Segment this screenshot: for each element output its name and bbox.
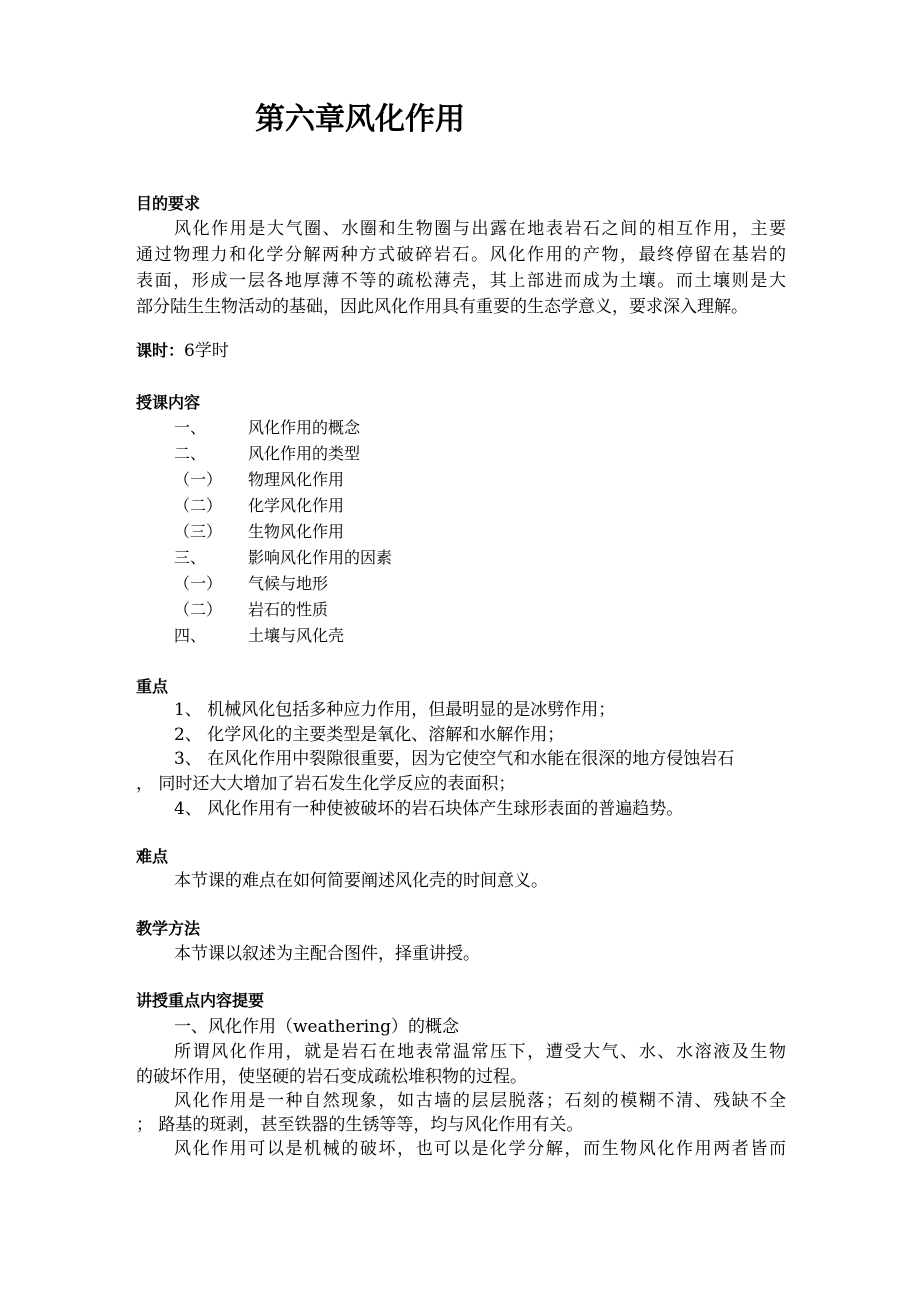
contents-item-text: 风化作用的类型 — [248, 444, 361, 463]
outline-line: ； 路基的斑剥，甚至铁器的生锈等等，均与风化作用有关。 — [136, 1115, 584, 1135]
key-point-line: 1、 机械风化包括多种应力作用，但最明显的是冰劈作用； — [174, 700, 616, 720]
contents-item-text: 物理风化作用 — [248, 470, 345, 489]
contents-item-number: （一） — [174, 574, 223, 593]
contents-item-number: （一） — [174, 470, 223, 489]
objectives-line: 部分陆生生物活动的基础，因此风化作用具有重要的生态学意义，要求深入理解。 — [136, 297, 748, 317]
contents-item-number: 四、 — [174, 626, 207, 645]
outline-line: 风化作用可以是机械的破坏，也可以是化学分解，而生物风化作用两者皆而 — [174, 1139, 786, 1159]
objectives-line: 表面，形成一层各地厚薄不等的疏松薄壳，其上部进而成为土壤。而土壤则是大 — [136, 271, 786, 291]
key-point-line: 4、 风化作用有一种使被破坏的岩石块体产生球形表面的普遍趋势。 — [174, 799, 684, 819]
page-title: 第六章风化作用 — [255, 102, 465, 137]
contents-item-text: 土壤与风化壳 — [248, 626, 345, 645]
contents-item-text: 风化作用的概念 — [248, 418, 361, 437]
contents-item-number: （三） — [174, 522, 223, 541]
outline-line: 风化作用是一种自然现象，如古墙的层层脱落；石刻的模糊不清、残缺不全 — [174, 1091, 786, 1111]
outline-heading: 讲授重点内容提要 — [136, 991, 265, 1010]
contents-item-text: 岩石的性质 — [248, 600, 329, 619]
outline-line: 的破坏作用，使坚硬的岩石变成疏松堆积物的过程。 — [136, 1067, 527, 1087]
contents-item-number: 一、 — [174, 418, 207, 437]
key-point-line: 2、 化学风化的主要类型是氧化、溶解和水解作用； — [174, 725, 565, 745]
methods-text: 本节课以叙述为主配合图件，择重讲授。 — [174, 944, 480, 964]
key-points-heading: 重点 — [136, 677, 169, 696]
contents-item-number: 二、 — [174, 444, 207, 463]
contents-item-number: （二） — [174, 496, 223, 515]
contents-item-number: 三、 — [174, 548, 207, 567]
contents-item-text: 气候与地形 — [248, 574, 329, 593]
contents-heading: 授课内容 — [136, 393, 201, 412]
hours-label: 课时： — [136, 341, 185, 360]
hours-value: 6学时 — [184, 341, 229, 361]
hours-row — [136, 340, 229, 362]
outline-subheading: 一、风化作用（weathering）的概念 — [174, 1017, 459, 1037]
difficulties-text: 本节课的难点在如何简要阐述风化壳的时间意义。 — [174, 871, 548, 891]
objectives-heading: 目的要求 — [136, 194, 201, 213]
outline-line: 所谓风化作用，就是岩石在地表常温常压下，遭受大气、水、水溶液及生物 — [174, 1042, 786, 1062]
contents-item-number: （二） — [174, 600, 223, 619]
difficulties-heading: 难点 — [136, 847, 169, 866]
objectives-line: 通过物理力和化学分解两种方式破碎岩石。风化作用的产物，最终停留在基岩的 — [136, 245, 786, 265]
contents-item-text: 影响风化作用的因素 — [248, 548, 393, 567]
key-point-line: 3、 在风化作用中裂隙很重要，因为它使空气和水能在很深的地方侵蚀岩石 — [174, 749, 735, 769]
methods-heading: 教学方法 — [136, 919, 201, 938]
objectives-line: 风化作用是大气圈、水圈和生物圈与出露在地表岩石之间的相互作用，主要 — [174, 219, 786, 239]
contents-item-text: 生物风化作用 — [248, 522, 345, 541]
key-point-line: ， 同时还大大增加了岩石发生化学反应的表面积； — [136, 774, 516, 794]
contents-item-text: 化学风化作用 — [248, 496, 345, 515]
